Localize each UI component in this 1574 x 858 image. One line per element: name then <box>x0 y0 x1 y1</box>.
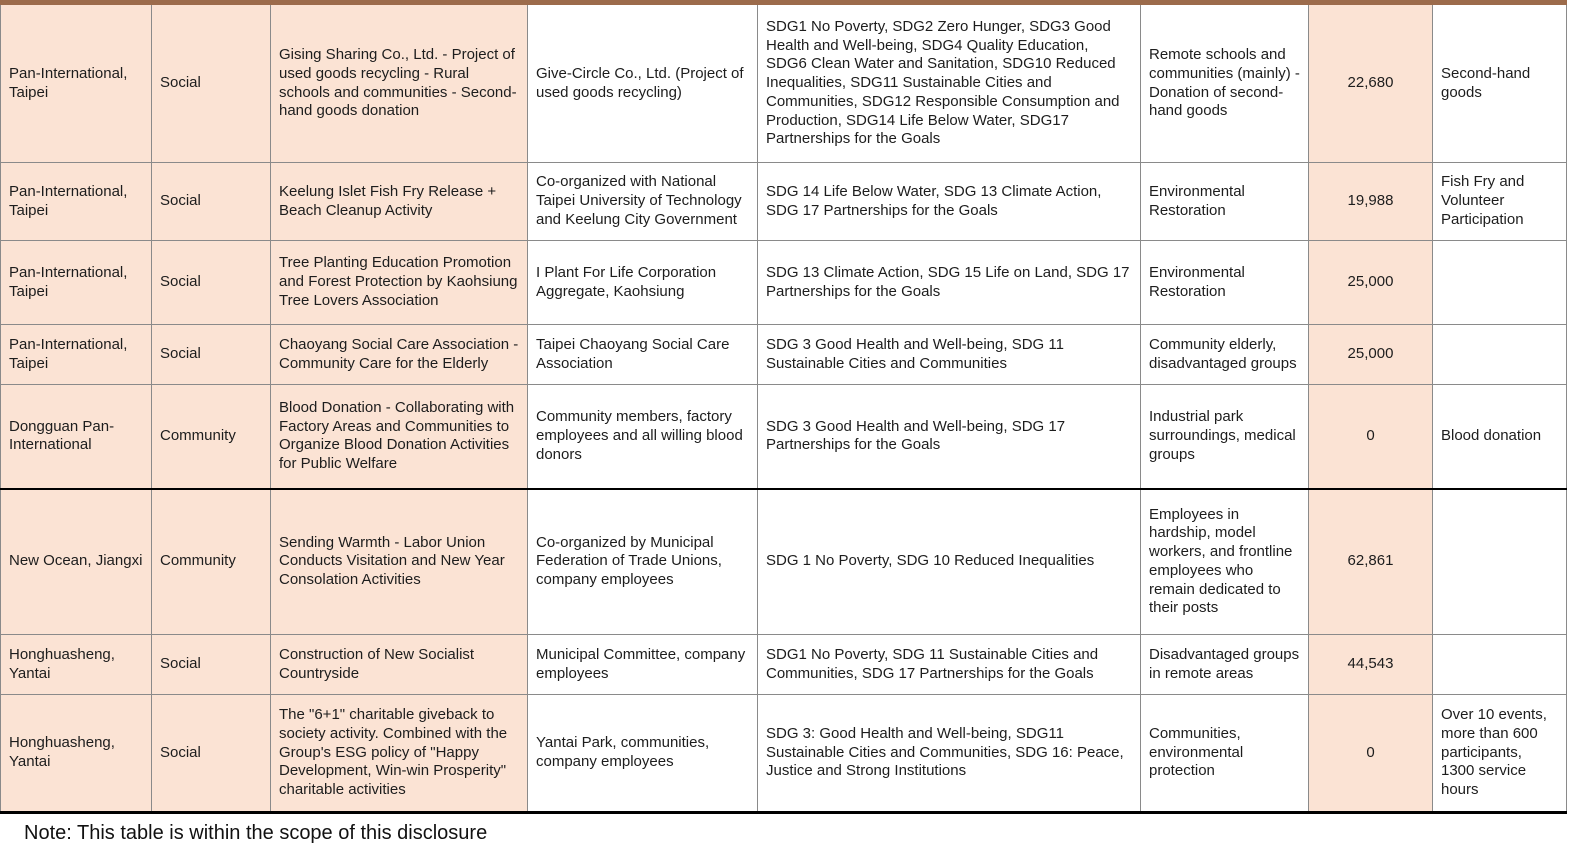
cell-project: Keelung Islet Fish Fry Release + Beach Cleanup Activity <box>271 163 528 241</box>
cell-partner: Co-organized by Municipal Federation of Trade Unions, company employees <box>528 489 758 635</box>
table-row <box>1 241 1567 325</box>
cell-project: Chaoyang Social Care Association - Community Care for the Elderly <box>271 325 528 385</box>
table-row <box>1 3 1567 163</box>
cell-sdgs: SDG 13 Climate Action, SDG 15 Life on Land, SDG 17 Partnerships for the Goals <box>758 241 1141 325</box>
cell-project: Construction of New Socialist Countryside <box>271 635 528 695</box>
cell-category: Social <box>152 695 271 813</box>
cell-project: Gising Sharing Co., Ltd. - Project of used goods recycling - Rural schools and communities - Second-hand goods donation <box>271 3 528 163</box>
cell-partner: Co-organized with National Taipei University of Technology and Keelung City Government <box>528 163 758 241</box>
cell-organization: Pan-International, Taipei <box>1 241 152 325</box>
cell-beneficiaries: Employees in hardship, model workers, and frontline employees who remain dedicated to their posts <box>1141 489 1309 635</box>
cell-note <box>1433 489 1567 635</box>
cell-sdgs: SDG 3 Good Health and Well-being, SDG 11 Sustainable Cities and Communities <box>758 325 1141 385</box>
cell-amount: 19,988 <box>1309 163 1433 241</box>
cell-beneficiaries: Environmental Restoration <box>1141 241 1309 325</box>
cell-note: Over 10 events, more than 600 participants, 1300 service hours <box>1433 695 1567 813</box>
cell-partner: Community members, factory employees and all willing blood donors <box>528 385 758 489</box>
cell-amount: 44,543 <box>1309 635 1433 695</box>
cell-partner: I Plant For Life Corporation Aggregate, Kaohsiung <box>528 241 758 325</box>
cell-partner: Municipal Committee, company employees <box>528 635 758 695</box>
cell-category: Community <box>152 385 271 489</box>
table-row <box>1 325 1567 385</box>
cell-amount: 22,680 <box>1309 3 1433 163</box>
cell-beneficiaries: Environmental Restoration <box>1141 163 1309 241</box>
cell-organization: Honghuasheng, Yantai <box>1 635 152 695</box>
cell-organization: Honghuasheng, Yantai <box>1 695 152 813</box>
cell-category: Social <box>152 241 271 325</box>
cell-organization: Dongguan Pan-International <box>1 385 152 489</box>
cell-partner: Taipei Chaoyang Social Care Association <box>528 325 758 385</box>
cell-category: Social <box>152 635 271 695</box>
cell-project: Sending Warmth - Labor Union Conducts Visitation and New Year Consolation Activities <box>271 489 528 635</box>
cell-beneficiaries: Community elderly, disadvantaged groups <box>1141 325 1309 385</box>
cell-beneficiaries: Remote schools and communities (mainly) - Donation of second-hand goods <box>1141 3 1309 163</box>
cell-organization: Pan-International, Taipei <box>1 163 152 241</box>
cell-project: Blood Donation - Collaborating with Factory Areas and Communities to Organize Blood Donation Activities for Public Welfare <box>271 385 528 489</box>
cell-amount: 62,861 <box>1309 489 1433 635</box>
cell-note <box>1433 241 1567 325</box>
cell-note: Blood donation <box>1433 385 1567 489</box>
cell-note: Fish Fry and Volunteer Participation <box>1433 163 1567 241</box>
cell-amount: 0 <box>1309 385 1433 489</box>
table-row <box>1 163 1567 241</box>
cell-note <box>1433 325 1567 385</box>
cell-organization: New Ocean, Jiangxi <box>1 489 152 635</box>
cell-amount: 0 <box>1309 695 1433 813</box>
cell-partner: Yantai Park, communities, company employees <box>528 695 758 813</box>
cell-sdgs: SDG1 No Poverty, SDG 11 Sustainable Cities and Communities, SDG 17 Partnerships for the Goals <box>758 635 1141 695</box>
cell-note <box>1433 635 1567 695</box>
table-row <box>1 695 1567 813</box>
cell-category: Social <box>152 3 271 163</box>
cell-sdgs: SDG 3 Good Health and Well-being, SDG 17 Partnerships for the Goals <box>758 385 1141 489</box>
cell-beneficiaries: Industrial park surroundings, medical groups <box>1141 385 1309 489</box>
cell-category: Social <box>152 325 271 385</box>
cell-sdgs: SDG 1 No Poverty, SDG 10 Reduced Inequalities <box>758 489 1141 635</box>
table-scope-note: Note: This table is within the scope of this disclosure <box>24 822 488 844</box>
cell-organization: Pan-International, Taipei <box>1 325 152 385</box>
cell-project: The "6+1" charitable giveback to society activity. Combined with the Group's ESG policy of "Happy Development, Win-win Prosperity" charitable activities <box>271 695 528 813</box>
table-row <box>1 385 1567 489</box>
cell-partner: Give-Circle Co., Ltd. (Project of used goods recycling) <box>528 3 758 163</box>
cell-note: Second-hand goods <box>1433 3 1567 163</box>
cell-sdgs: SDG 3: Good Health and Well-being, SDG11 Sustainable Cities and Communities, SDG 16: Peace, Justice and Strong Institutions <box>758 695 1141 813</box>
cell-organization: Pan-International, Taipei <box>1 3 152 163</box>
cell-amount: 25,000 <box>1309 241 1433 325</box>
table-row <box>1 489 1567 635</box>
cell-sdgs: SDG1 No Poverty, SDG2 Zero Hunger, SDG3 Good Health and Well-being, SDG4 Quality Education, SDG6 Clean Water and Sanitation, SDG10 Reduced Inequalities, SDG11 Sustainable Cities and Communities, SDG12 Responsible Consumption and Production, SDG14 Life Below Water, SDG17 Partnerships for the Goals <box>758 3 1141 163</box>
cell-amount: 25,000 <box>1309 325 1433 385</box>
cell-beneficiaries: Disadvantaged groups in remote areas <box>1141 635 1309 695</box>
cell-beneficiaries: Communities, environmental protection <box>1141 695 1309 813</box>
cell-sdgs: SDG 14 Life Below Water, SDG 13 Climate Action, SDG 17 Partnerships for the Goals <box>758 163 1141 241</box>
cell-category: Community <box>152 489 271 635</box>
cell-project: Tree Planting Education Promotion and Forest Protection by Kaohsiung Tree Lovers Association <box>271 241 528 325</box>
table-row <box>1 635 1567 695</box>
cell-category: Social <box>152 163 271 241</box>
